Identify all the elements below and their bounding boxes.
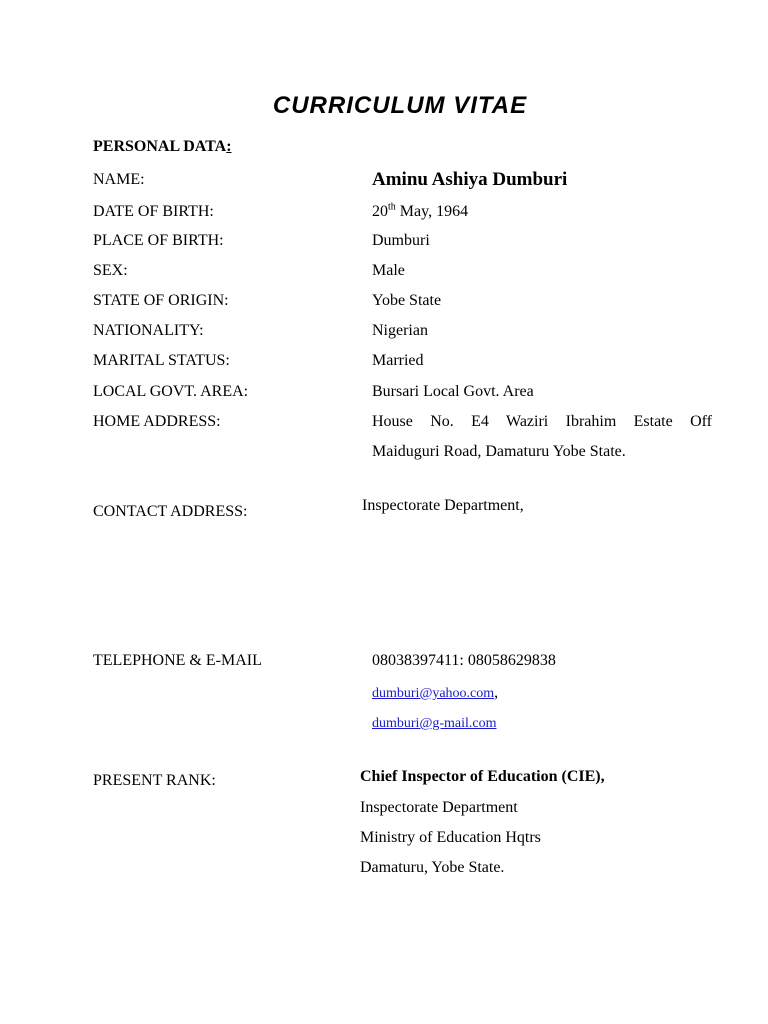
- document-title: CURRICULUM VITAE: [272, 92, 528, 119]
- lga-value: Bursari Local Govt. Area: [372, 383, 534, 400]
- rank-location: Damaturu, Yobe State.: [360, 859, 505, 876]
- sex-value: Male: [372, 262, 405, 279]
- nationality-label: NATIONALITY:: [93, 322, 204, 339]
- state-value: Yobe State: [372, 292, 442, 309]
- contact-address-label: CONTACT ADDRESS:: [93, 503, 248, 520]
- marital-label: MARITAL STATUS:: [93, 352, 230, 369]
- dob-value: [372, 203, 468, 221]
- rank-department: Inspectorate Department: [360, 799, 518, 816]
- rank-title: Chief Inspector of Education (CIE),: [360, 768, 605, 785]
- marital-value: Married: [372, 352, 424, 369]
- lga-label: LOCAL GOVT. AREA:: [93, 383, 249, 400]
- dob-day: 20: [372, 203, 388, 220]
- contact-address-value: Inspectorate Department,: [362, 497, 524, 514]
- home-address-label: HOME ADDRESS:: [93, 413, 221, 430]
- state-label: STATE OF ORIGIN:: [93, 292, 229, 309]
- dob-rest: May, 1964: [395, 203, 469, 220]
- name-value: Aminu Ashiya Dumburi: [372, 169, 568, 190]
- email-line-1: [372, 684, 498, 702]
- pob-label: PLACE OF BIRTH:: [93, 232, 224, 249]
- section-heading: [93, 138, 232, 156]
- dob-suffix: th: [388, 201, 396, 213]
- sex-label: SEX:: [93, 262, 128, 279]
- email-line-2: [372, 714, 496, 732]
- nationality-value: Nigerian: [372, 322, 428, 339]
- telephone-label: TELEPHONE & E-MAIL: [93, 652, 262, 669]
- home-address-line1: House No. E4 Waziri Ibrahim Estate Off: [372, 413, 712, 430]
- telephone-value: 08038397411: 08058629838: [372, 652, 556, 669]
- email-link-yahoo[interactable]: dumburi@yahoo.com: [372, 686, 495, 701]
- section-heading-colon: :: [226, 138, 232, 155]
- pob-value: Dumburi: [372, 232, 430, 249]
- dob-label: DATE OF BIRTH:: [93, 203, 214, 220]
- section-heading-text: PERSONAL DATA: [93, 138, 227, 155]
- email-separator: ,: [494, 684, 499, 701]
- rank-label: PRESENT RANK:: [93, 772, 216, 789]
- email-link-gmail[interactable]: dumburi@g-mail.com: [372, 716, 497, 731]
- rank-ministry: Ministry of Education Hqtrs: [360, 829, 541, 846]
- home-address-line2: Maiduguri Road, Damaturu Yobe State.: [372, 443, 626, 460]
- name-label: NAME:: [93, 171, 145, 188]
